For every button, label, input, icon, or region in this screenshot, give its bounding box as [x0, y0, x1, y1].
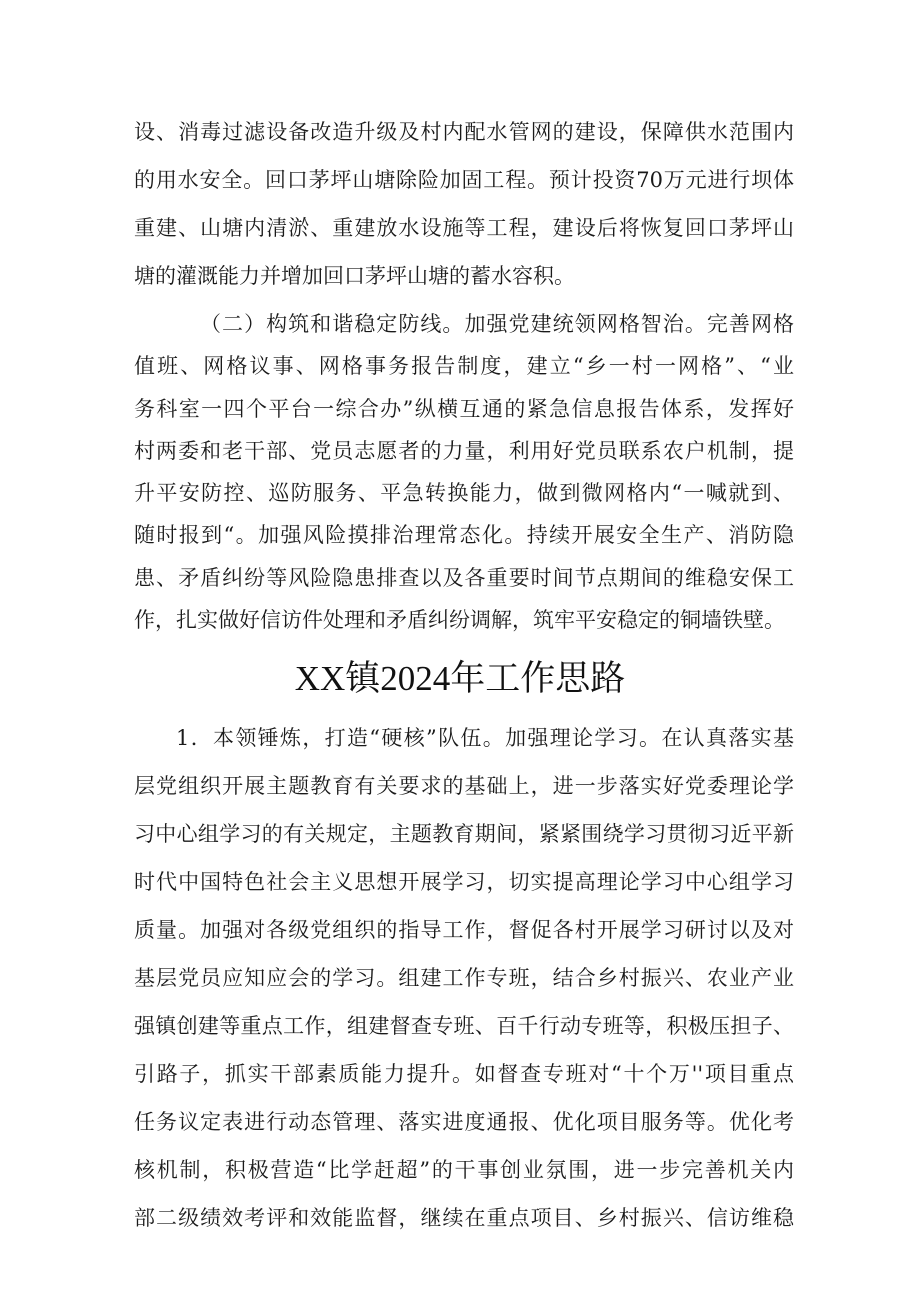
- paragraph-3-line: 习中心组学习的有关规定，主题教育期间，紧紧围绕学习贯彻习近平新: [134, 822, 794, 846]
- paragraph-3-line: 强镇创建等重点工作，组建督查专班、百千行动专班等，积极压担子、: [134, 1014, 794, 1038]
- paragraph-3-line: 基层党员应知应会的学习。组建工作专班，结合乡村振兴、农业产业: [134, 966, 794, 990]
- paragraph-3-line: 核机制，积极营造“比学赶超”的干事创业氛围，进一步完善机关内: [134, 1158, 794, 1182]
- paragraph-3-line: 引路子，抓实干部素质能力提升。如督查专班对“十个万''项目重点: [134, 1062, 794, 1086]
- paragraph-2-line: 随时报到“。加强风险摸排治理常态化。持续开展安全生产、消防隐: [134, 523, 794, 547]
- paragraph-2-line: 值班、网格议事、网格事务报告制度，建立“乡一村一网格”、“业: [134, 354, 794, 378]
- paragraph-3-line: 时代中国特色社会主义思想开展学习，切实提高理论学习中心组学习: [134, 870, 794, 894]
- section-title: XX镇2024年工作思路: [294, 659, 626, 698]
- paragraph-1-line: 塘的灌溉能力并增加回口茅坪山塘的蓄水容积。: [134, 264, 575, 288]
- paragraph-1-line: 设、消毒过滤设备改造升级及村内配水管网的建设，保障供水范围内: [134, 120, 794, 144]
- paragraph-3-line: 质量。加强对各级党组织的指导工作，督促各村开展学习研讨以及对: [134, 918, 794, 942]
- paragraph-1-line: 的用水安全。回口茅坪山塘除险加固工程。预计投资70万元进行坝体: [134, 168, 794, 192]
- paragraph-2-line: 升平安防控、巡防服务、平急转换能力，做到微网格内“一喊就到、: [134, 481, 794, 505]
- paragraph-2-line: 务科室一四个平台一综合办”纵横互通的紧急信息报告体系，发挥好: [134, 397, 794, 421]
- paragraph-3-line: 层党组织开展主题教育有关要求的基础上，进一步落实好党委理论学: [134, 774, 794, 798]
- paragraph-3-line: 任务议定表进行动态管理、落实进度通报、优化项目服务等。优化考: [134, 1110, 794, 1134]
- paragraph-2-line: （二）构筑和谐稳定防线。加强党建统领网格智治。完善网格: [200, 312, 794, 336]
- paragraph-2-line: 作，扎实做好信访件处理和矛盾纠纷调解，筑牢平安稳定的铜墙铁壁。: [134, 608, 785, 632]
- paragraph-3-line: 1．本领锤炼，打造“硬核”队伍。加强理论学习。在认真落实基: [176, 726, 794, 750]
- paragraph-3-line: 部二级绩效考评和效能监督，继续在重点项目、乡村振兴、信访维稳: [134, 1206, 794, 1230]
- paragraph-2-line: 患、矛盾纠纷等风险隐患排查以及各重要时间节点期间的维稳安保工: [134, 566, 794, 590]
- paragraph-1-line: 重建、山塘内清淤、重建放水设施等工程，建设后将恢复回口茅坪山: [134, 216, 794, 240]
- paragraph-2-line: 村两委和老干部、党员志愿者的力量，利用好党员联系农户机制，提: [134, 439, 794, 463]
